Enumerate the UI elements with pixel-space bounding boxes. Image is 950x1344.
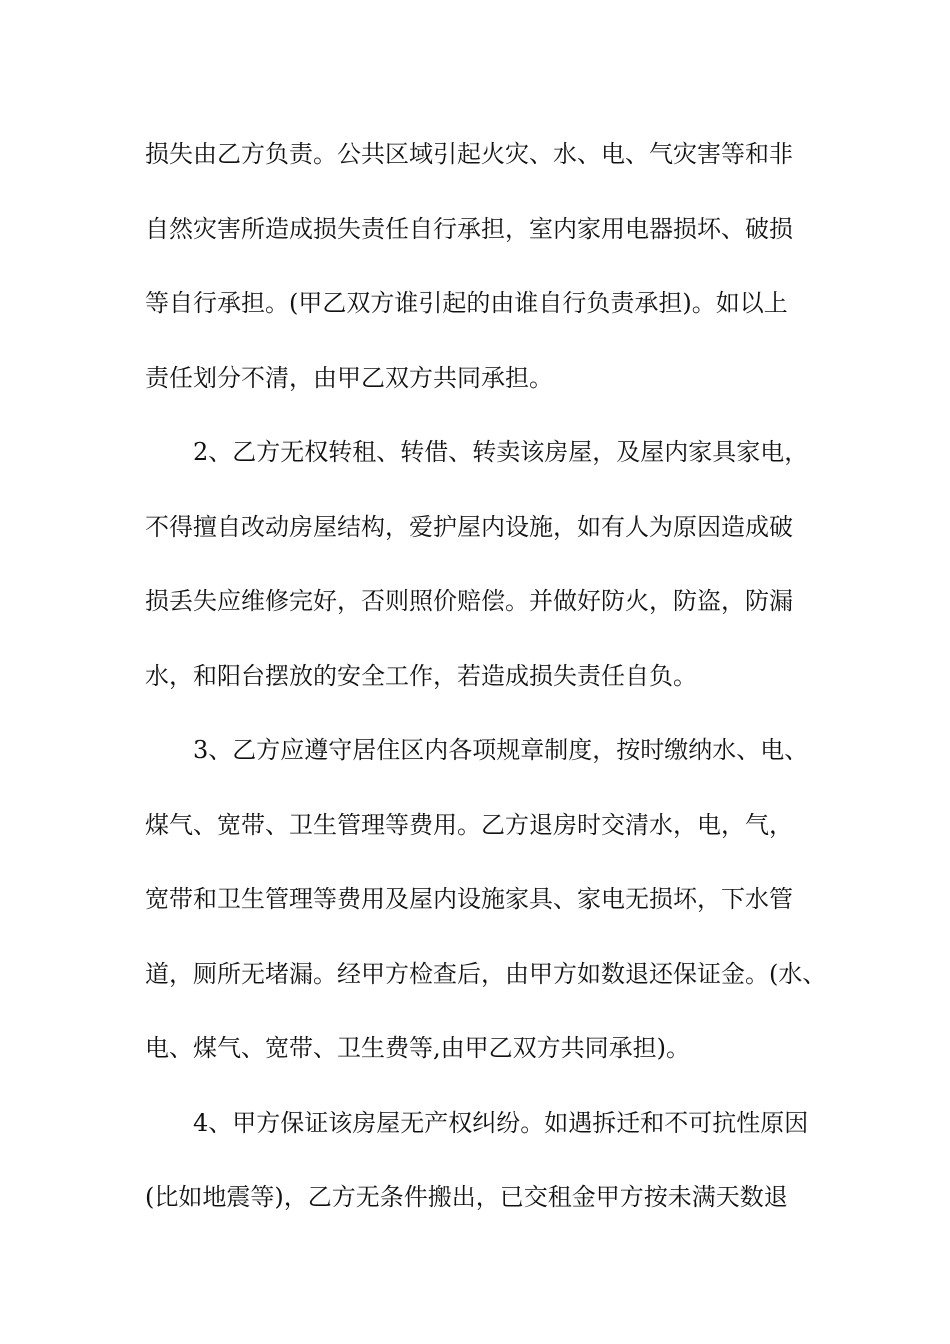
text-line: 道，厕所无堵漏。经甲方检查后，由甲方如数退还保证金。(水、 [145, 959, 827, 988]
text-line: 电、煤气、宽带、卫生费等,由甲乙双方共同承担)。 [145, 1034, 690, 1062]
document-body [145, 130, 845, 1248]
paragraph-start-line: 2、乙方无权转租、转借、转卖该房屋，及屋内家具家电， [193, 438, 809, 466]
text-line: 责任划分不清，由甲乙双方共同承担。 [145, 363, 553, 392]
text-line: 煤气、宽带、卫生管理等费用。乙方退房时交清水，电，气， [145, 810, 793, 839]
text-line: 损失由乙方负责。公共区域引起火灾、水、电、气灾害等和非 [145, 140, 793, 168]
text-line: (比如地震等)，乙方无条件搬出，已交租金甲方按未满天数退 [145, 1183, 788, 1211]
text-line: 自然灾害所造成损失责任自行承担，室内家用电器损坏、破损 [145, 214, 793, 243]
text-line: 水，和阳台摆放的安全工作，若造成损失责任自负。 [145, 661, 697, 690]
text-line: 宽带和卫生管理等费用及屋内设施家具、家电无损坏，下水管 [145, 885, 793, 913]
text-line: 不得擅自改动房屋结构，爱护屋内设施，如有人为原因造成破 [145, 512, 793, 541]
paragraph-start-line: 4、甲方保证该房屋无产权纠纷。如遇拆迁和不可抗性原因 [193, 1108, 809, 1137]
text-line: 损丢失应维修完好，否则照价赔偿。并做好防火，防盗，防漏 [145, 587, 793, 615]
text-line: 等自行承担。(甲乙双方谁引起的由谁自行负责承担)。如以上 [145, 289, 788, 317]
paragraph-start-line: 3、乙方应遵守居住区内各项规章制度，按时缴纳水、电、 [193, 736, 809, 764]
